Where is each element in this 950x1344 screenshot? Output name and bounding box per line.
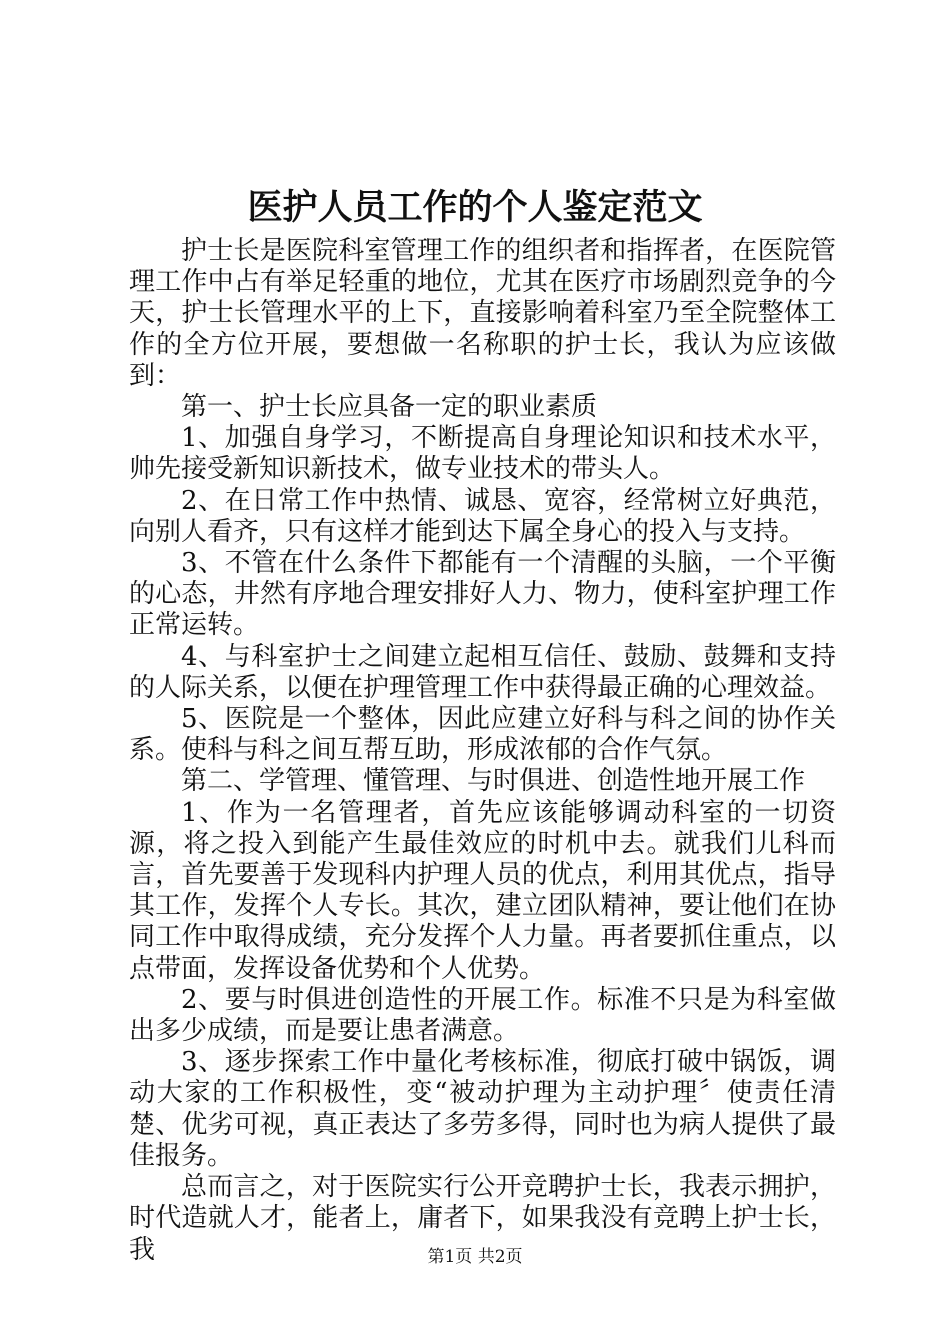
paragraph-intro: 护士长是医院科室管理工作的组织者和指挥者，在医院管理工作中占有举足轻重的地位，尤其在医疗市场剧烈竞争的今天，护士长管理水平的上下，直接影响着科室乃至全院整体工作的全方位开展，要想做一名称职的护士长，我认为应该做到： [129,236,836,391]
document-title: 医护人员工作的个人鉴定范文 [247,187,703,228]
section-heading-2: 第二、学管理、懂管理、与时俱进、创造性地开展工作 [181,766,806,797]
paragraph-1-3: 3、不管在什么条件下都能有一个清醒的头脑，一个平衡的心态，井然有序地合理安排好人力、物力，使科室护理工作正常运转。 [129,548,836,641]
paragraph-1-4: 4、与科室护士之间建立起相互信任、鼓励、鼓舞和支持的人际关系，以便在护理管理工作中获得最正确的心理效益。 [129,641,836,703]
paragraph-2-3: 3、逐步探索工作中量化考核标准，彻底打破中锅饭，调动大家的工作积极性，变“被动护理为主动护理〞使责任清楚、优劣可视，真正表达了多劳多得，同时也为病人提供了最佳报务。 [129,1047,836,1171]
section-heading-1: 第一、护士长应具备一定的职业素质 [181,392,598,423]
paragraph-conclusion: 总而言之，对于医院实行公开竞聘护士长，我表示拥护，时代造就人才，能者上，庸者下，如果我没有竞聘上护士长，我 [129,1172,836,1265]
paragraph-1-2: 2、在日常工作中热情、诚恳、宽容，经常树立好典范，向别人看齐，只有这样才能到达下属全身心的投入与支持。 [129,485,836,547]
page-number-footer: 第1页 共2页 [427,1247,523,1267]
paragraph-1-1: 1、加强自身学习，不断提高自身理论知识和技术水平，帅先接受新知识新技术，做专业技术的带头人。 [129,423,836,485]
paragraph-1-5: 5、医院是一个整体，因此应建立好科与科之间的协作关系。使科与科之间互帮互助，形成浓郁的合作气氛。 [129,704,836,766]
document-body [129,236,836,1266]
paragraph-2-1: 1、作为一名管理者，首先应该能够调动科室的一切资源，将之投入到能产生最佳效应的时机中去。就我们儿科而言，首先要善于发现科内护理人员的优点，利用其优点，指导其工作，发挥个人专长。其次，建立团队精神，要让他们在协同工作中取得成绩，充分发挥个人力量。再者要抓住重点，以点带面，发挥设备优势和个人优势。 [129,797,836,984]
paragraph-2-2: 2、要与时俱进创造性的开展工作。标准不只是为科室做出多少成绩，而是要让患者满意。 [129,984,836,1047]
